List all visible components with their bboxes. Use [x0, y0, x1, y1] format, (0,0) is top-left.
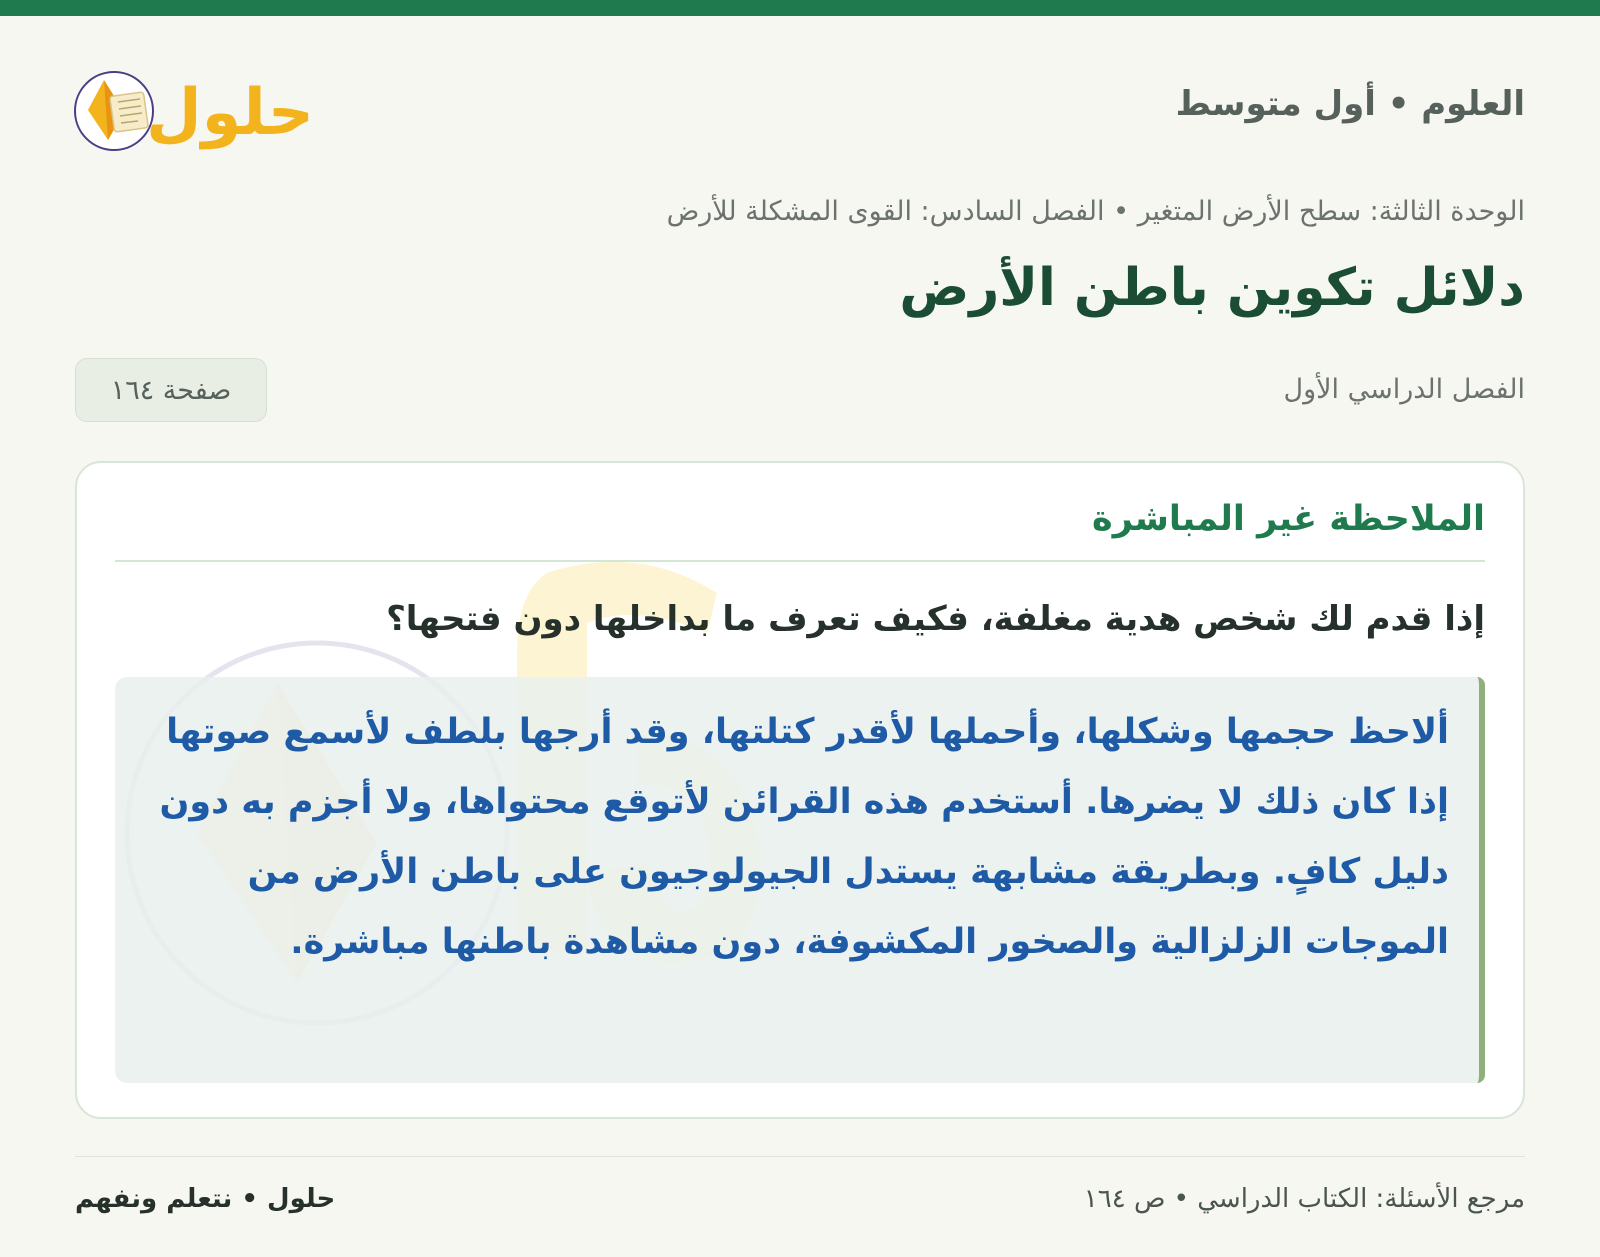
page-title: دلائل تكوين باطن الأرض	[899, 258, 1525, 318]
footer-reference: مرجع الأسئلة: الكتاب الدراسي • ص ١٦٤	[1083, 1184, 1525, 1214]
answer-box	[115, 677, 1485, 1083]
semester-label: الفصل الدراسي الأول	[1283, 374, 1525, 405]
footer-brand: حلول • نتعلم ونفهم	[75, 1184, 336, 1214]
section-title: الملاحظة غير المباشرة	[1092, 499, 1485, 539]
footer-divider	[75, 1156, 1525, 1157]
question-card	[75, 461, 1525, 1119]
question-text: إذا قدم لك شخص هدية مغلفة، فكيف تعرف ما بداخلها دون فتحها؟	[386, 599, 1485, 639]
logo-wordmark: حلول	[146, 76, 314, 150]
top-accent-bar	[0, 0, 1600, 16]
site-logo[interactable]	[74, 54, 334, 158]
page-number-badge: صفحة ١٦٤	[75, 358, 267, 422]
unit-chapter-breadcrumb: الوحدة الثالثة: سطح الأرض المتغير • الفصل السادس: القوى المشكلة للأرض	[666, 196, 1525, 227]
book-icon	[75, 72, 153, 150]
answer-text: ألاحظ حجمها وشكلها، وأحملها لأقدر كتلتها، وقد أرجها بلطف لأسمع صوتها إذا كان ذلك لا يضرها. أستخدم هذه القرائن لأتوقع محتواها، ولا أجزم به دون دليل كافٍ. وبطريقة مشابهة يستدل الجيولوجيون على باطن الأرض من الموجات الزلزالية والصخور المكشوفة، دون مشاهدة باطنها مباشرة.	[159, 712, 1449, 962]
section-divider	[115, 560, 1485, 562]
subject-grade-label: العلوم • أول متوسط	[1175, 84, 1525, 124]
